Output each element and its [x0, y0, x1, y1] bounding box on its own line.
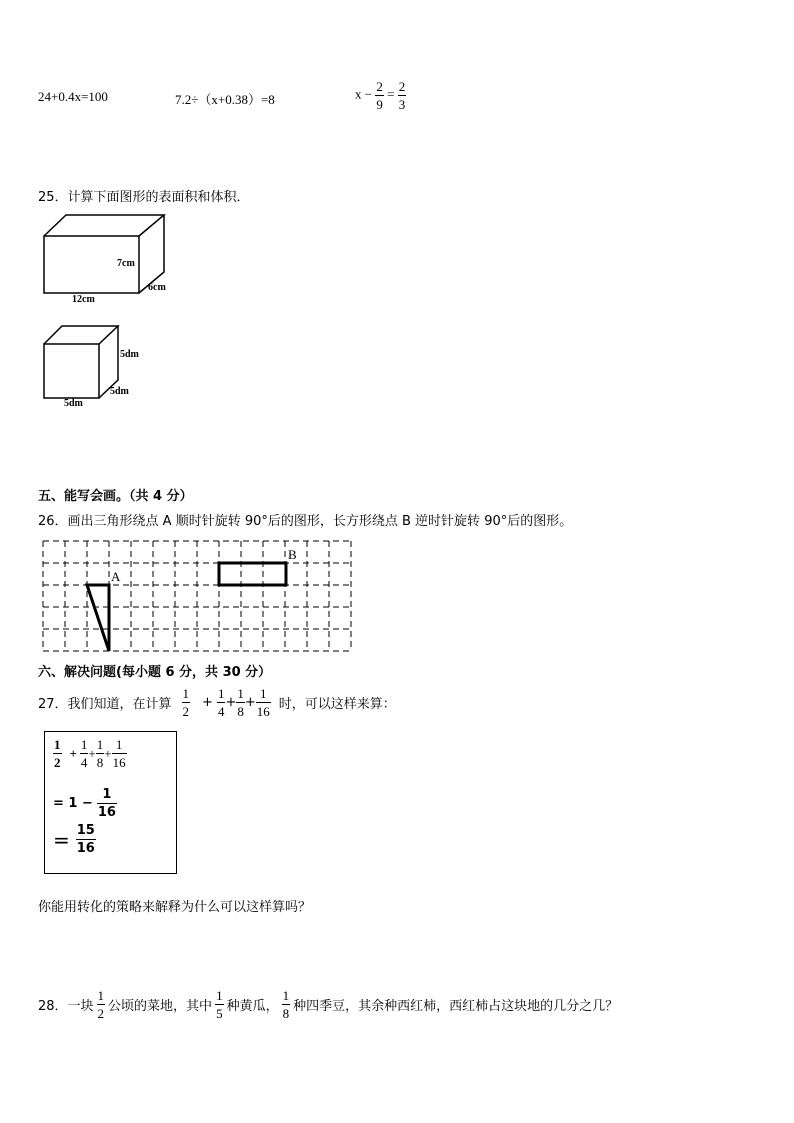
eq3-var: x — [355, 86, 362, 102]
numerator: 1 — [115, 737, 123, 752]
q27-suffix: 时，可以这样来算： — [278, 696, 396, 712]
box-fraction-4 — [112, 738, 127, 769]
plus-sign: + — [69, 745, 77, 761]
q28-fraction-2 — [215, 989, 224, 1020]
box-line-2-prefix: = 1 − — [53, 796, 93, 811]
question-27 — [38, 682, 396, 722]
cuboid-height-label: 7cm — [117, 258, 135, 269]
q27-calculation-box — [44, 731, 177, 874]
numerator: 1 — [282, 987, 290, 1003]
numerator: 2 — [398, 79, 406, 94]
numerator: 1 — [237, 685, 244, 701]
q27-question: 你能用转化的策略来解释为什么可以这样算吗？ — [38, 900, 312, 915]
q28-part-2: 公顷的菜地，其中 — [108, 998, 213, 1014]
denominator: 2 — [54, 755, 61, 770]
denominator: 9 — [376, 97, 383, 112]
section-5-title: 五、能写会画。（共 4 分） — [38, 489, 193, 504]
q27-fraction-4 — [256, 687, 271, 718]
q28-fraction-3 — [282, 989, 291, 1020]
q28-part-1: 28．一块 — [38, 998, 94, 1014]
point-a-label: A — [111, 569, 121, 584]
point-b-label: B — [288, 547, 297, 562]
cube-height-label: 5dm — [120, 349, 139, 360]
plus-sign: + — [88, 745, 96, 761]
box-fraction-2 — [80, 738, 89, 769]
cube-width-label: 5dm — [110, 386, 129, 397]
denominator: 8 — [96, 755, 104, 770]
plus-sign: + — [225, 694, 237, 710]
plus-sign: + — [202, 694, 213, 710]
triangle — [87, 585, 109, 651]
eq3-fraction-2 — [398, 80, 407, 111]
q27-fraction-1 — [182, 687, 191, 718]
box-line-2-fraction — [97, 788, 117, 819]
denominator: 3 — [398, 97, 406, 112]
q28-part-4: 种四季豆，其余种西红柿，西红柿占这块地的几分之几？ — [293, 998, 619, 1014]
eq3-fraction-1 — [375, 80, 384, 111]
box-line-3-fraction — [76, 824, 96, 855]
cuboid-lines — [44, 215, 164, 293]
rectangle — [219, 563, 286, 585]
numerator: 1 — [217, 685, 225, 701]
denominator: 16 — [256, 703, 270, 719]
question-28 — [38, 984, 618, 1024]
numerator: 1 — [54, 737, 61, 752]
numerator: 1 — [102, 787, 112, 802]
numerator: 1 — [182, 685, 190, 701]
denominator: 4 — [80, 755, 88, 770]
denominator: 2 — [182, 703, 190, 719]
cuboid-width-label: 6cm — [148, 282, 166, 293]
numerator: 15 — [76, 823, 95, 838]
box-line-2 — [53, 788, 117, 819]
q28-part-3: 种黄瓜， — [226, 998, 279, 1014]
denominator: 5 — [216, 1005, 223, 1021]
cube-length-label: 5dm — [64, 398, 83, 409]
box-fraction-3 — [96, 738, 105, 769]
equation-3 — [355, 80, 406, 111]
q27-prefix: 27．我们知道，在计算 — [38, 696, 172, 712]
box-line-3 — [53, 824, 96, 855]
q27-fraction-3 — [236, 687, 245, 718]
numerator: 1 — [80, 737, 88, 752]
numerator: 1 — [260, 685, 267, 701]
plus-sign: + — [244, 694, 256, 710]
equation-2: 7.2÷（x+0.38）=8 — [175, 92, 275, 107]
question-25: 25．计算下面图形的表面积和体积． — [38, 190, 250, 205]
section-6-title: 六、解决问题(每小题 6 分，共 30 分） — [38, 665, 272, 680]
q27-fraction-2 — [217, 687, 226, 718]
box-line-1 — [53, 738, 127, 769]
numerator: 2 — [376, 79, 383, 94]
eq3-minus: − — [364, 86, 373, 102]
denominator: 16 — [97, 805, 116, 820]
cube-lines — [44, 326, 118, 398]
numerator: 1 — [97, 987, 105, 1003]
box-fraction-1 — [53, 738, 62, 769]
plus-sign: + — [104, 745, 112, 761]
denominator: 4 — [217, 703, 225, 719]
box-line-3-equals: = — [53, 827, 70, 852]
denominator: 16 — [76, 841, 95, 856]
denominator: 16 — [112, 755, 126, 770]
question-26: 26．画出三角形绕点 A 顺时针旋转 90°后的图形，长方形绕点 B 逆时针旋转 90°后的图形。 — [38, 514, 573, 529]
cuboid-length-label: 12cm — [72, 294, 95, 305]
denominator: 8 — [282, 1005, 290, 1021]
grid-figure — [40, 539, 360, 654]
numerator: 1 — [96, 737, 104, 752]
denominator: 2 — [97, 1005, 105, 1021]
denominator: 8 — [237, 703, 244, 719]
numerator: 1 — [216, 987, 223, 1003]
equation-1: 24+0.4x=100 — [38, 89, 108, 104]
eq3-equals: = — [387, 86, 395, 102]
q28-fraction-1 — [97, 989, 106, 1020]
